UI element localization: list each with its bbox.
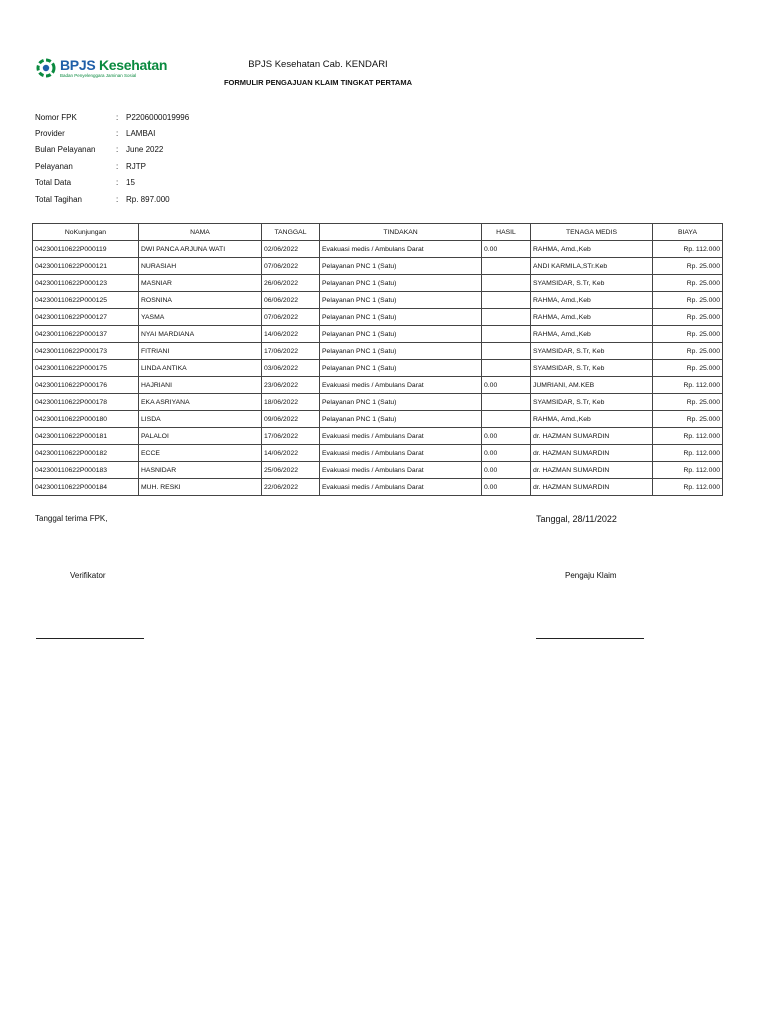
- table-row: [33, 445, 723, 462]
- table-cell: SYAMSIDAR, S.Tr, Keb: [531, 360, 653, 377]
- info-label: Nomor FPK: [35, 112, 77, 122]
- table-cell: Evakuasi medis / Ambulans Darat: [320, 462, 482, 479]
- table-cell: 042300110622P000183: [33, 462, 139, 479]
- table-cell: NYAI MARDIANA: [139, 326, 262, 343]
- table-row: [33, 462, 723, 479]
- table-cell: 042300110622P000178: [33, 394, 139, 411]
- table-cell: 042300110622P000180: [33, 411, 139, 428]
- table-cell: 03/06/2022: [262, 360, 320, 377]
- table-cell: Rp. 25.000: [653, 343, 723, 360]
- table-cell: Rp. 25.000: [653, 326, 723, 343]
- info-block: [35, 109, 189, 207]
- table-cell: RAHMA, Amd.,Keb: [531, 309, 653, 326]
- table-row: [33, 428, 723, 445]
- applicant-label: Pengaju Klaim: [565, 571, 617, 580]
- table-cell: 17/06/2022: [262, 428, 320, 445]
- table-header-row: [33, 224, 723, 241]
- table-cell: Pelayanan PNC 1 (Satu): [320, 394, 482, 411]
- table-cell: [482, 309, 531, 326]
- table-cell: 042300110622P000119: [33, 241, 139, 258]
- info-row: [35, 158, 189, 174]
- table-cell: PALALOI: [139, 428, 262, 445]
- info-value: LAMBAI: [126, 129, 156, 139]
- info-value: June 2022: [126, 145, 164, 155]
- logo-name: BPJS Kesehatan: [60, 57, 168, 73]
- column-header: NoKunjungan: [33, 224, 139, 241]
- column-header: TENAGA MEDIS: [531, 224, 653, 241]
- table-cell: 02/06/2022: [262, 241, 320, 258]
- table-row: [33, 275, 723, 292]
- table-row: [33, 292, 723, 309]
- info-label: Bulan Pelayanan: [35, 145, 96, 155]
- table-cell: SYAMSIDAR, S.Tr, Keb: [531, 343, 653, 360]
- table-row: [33, 411, 723, 428]
- column-header: TINDAKAN: [320, 224, 482, 241]
- table-cell: Rp. 112.000: [653, 377, 723, 394]
- info-row: [35, 191, 189, 207]
- table-cell: HASNIDAR: [139, 462, 262, 479]
- table-cell: dr. HAZMAN SUMARDIN: [531, 428, 653, 445]
- table-cell: [482, 292, 531, 309]
- info-value: 15: [126, 178, 135, 188]
- table-cell: LINDA ANTIKA: [139, 360, 262, 377]
- table-cell: Rp. 112.000: [653, 428, 723, 445]
- info-row: [35, 142, 189, 158]
- table-cell: RAHMA, Amd.,Keb: [531, 292, 653, 309]
- table-cell: 042300110622P000123: [33, 275, 139, 292]
- table-cell: Evakuasi medis / Ambulans Darat: [320, 241, 482, 258]
- table-cell: [482, 360, 531, 377]
- table-cell: 0.00: [482, 445, 531, 462]
- info-colon: :: [116, 194, 119, 204]
- info-colon: :: [116, 161, 119, 171]
- table-cell: YASMA: [139, 309, 262, 326]
- table-cell: Pelayanan PNC 1 (Satu): [320, 411, 482, 428]
- verifier-signature-line: [36, 638, 144, 639]
- info-colon: :: [116, 145, 119, 155]
- column-header: BIAYA: [653, 224, 723, 241]
- table-row: [33, 394, 723, 411]
- table-cell: 0.00: [482, 241, 531, 258]
- table-cell: Pelayanan PNC 1 (Satu): [320, 258, 482, 275]
- table-cell: 14/06/2022: [262, 445, 320, 462]
- info-value: P2206000019996: [126, 112, 190, 122]
- info-colon: :: [116, 178, 119, 188]
- table-cell: [482, 326, 531, 343]
- verifier-label: Verifikator: [70, 571, 106, 580]
- table-cell: Rp. 25.000: [653, 394, 723, 411]
- table-cell: 042300110622P000184: [33, 479, 139, 496]
- table-cell: [482, 275, 531, 292]
- info-value: RJTP: [126, 161, 146, 171]
- table-cell: 22/06/2022: [262, 479, 320, 496]
- table-cell: 25/06/2022: [262, 462, 320, 479]
- table-cell: Evakuasi medis / Ambulans Darat: [320, 445, 482, 462]
- table-cell: MASNIAR: [139, 275, 262, 292]
- column-header: NAMA: [139, 224, 262, 241]
- table-cell: Rp. 25.000: [653, 292, 723, 309]
- info-row: [35, 109, 189, 125]
- table-cell: 042300110622P000127: [33, 309, 139, 326]
- info-label: Total Tagihan: [35, 194, 82, 204]
- table-cell: [482, 394, 531, 411]
- table-row: [33, 258, 723, 275]
- table-row: [33, 241, 723, 258]
- table-cell: 07/06/2022: [262, 309, 320, 326]
- table-cell: Pelayanan PNC 1 (Satu): [320, 326, 482, 343]
- table-cell: Rp. 112.000: [653, 445, 723, 462]
- table-cell: HAJRIANI: [139, 377, 262, 394]
- table-row: [33, 360, 723, 377]
- table-cell: 18/06/2022: [262, 394, 320, 411]
- table-row: [33, 377, 723, 394]
- table-cell: 0.00: [482, 377, 531, 394]
- table-cell: RAHMA, Amd.,Keb: [531, 411, 653, 428]
- table-cell: RAHMA, Amd.,Keb: [531, 241, 653, 258]
- table-cell: [482, 411, 531, 428]
- table-cell: Rp. 25.000: [653, 411, 723, 428]
- sign-date-label: Tanggal, 28/11/2022: [536, 514, 617, 524]
- table-cell: ECCE: [139, 445, 262, 462]
- info-colon: :: [116, 129, 119, 139]
- table-cell: 042300110622P000121: [33, 258, 139, 275]
- table-row: [33, 309, 723, 326]
- table-cell: DWI PANCA ARJUNA WATI: [139, 241, 262, 258]
- table-cell: 042300110622P000176: [33, 377, 139, 394]
- table-row: [33, 343, 723, 360]
- table-cell: 0.00: [482, 428, 531, 445]
- office-title: BPJS Kesehatan Cab. KENDARI: [248, 59, 388, 70]
- column-header: TANGGAL: [262, 224, 320, 241]
- column-header: HASIL: [482, 224, 531, 241]
- table-cell: [482, 343, 531, 360]
- table-cell: 0.00: [482, 479, 531, 496]
- table-cell: Rp. 25.000: [653, 275, 723, 292]
- table-cell: Pelayanan PNC 1 (Satu): [320, 275, 482, 292]
- info-label: Pelayanan: [35, 161, 73, 171]
- table-cell: Rp. 25.000: [653, 309, 723, 326]
- table-cell: Pelayanan PNC 1 (Satu): [320, 309, 482, 326]
- table-cell: 042300110622P000125: [33, 292, 139, 309]
- info-row: [35, 125, 189, 141]
- table-cell: Rp. 25.000: [653, 360, 723, 377]
- table-cell: Evakuasi medis / Ambulans Darat: [320, 377, 482, 394]
- table-cell: JUMRIANI, AM.KEB: [531, 377, 653, 394]
- table-cell: dr. HAZMAN SUMARDIN: [531, 479, 653, 496]
- table-cell: Rp. 112.000: [653, 479, 723, 496]
- info-colon: :: [116, 112, 119, 122]
- table-cell: Rp. 25.000: [653, 258, 723, 275]
- claims-table: [32, 223, 723, 496]
- table-cell: FITRIANI: [139, 343, 262, 360]
- table-cell: 06/06/2022: [262, 292, 320, 309]
- table-cell: 042300110622P000137: [33, 326, 139, 343]
- table-row: [33, 326, 723, 343]
- table-cell: ROSNINA: [139, 292, 262, 309]
- table-cell: 042300110622P000181: [33, 428, 139, 445]
- table-cell: LISDA: [139, 411, 262, 428]
- table-cell: MUH. RESKI: [139, 479, 262, 496]
- table-row: [33, 479, 723, 496]
- logo-subtitle: Badan Penyelenggara Jaminan Sosial: [60, 73, 137, 78]
- table-cell: 042300110622P000175: [33, 360, 139, 377]
- info-label: Total Data: [35, 178, 72, 188]
- info-value: Rp. 897.000: [126, 194, 170, 204]
- table-cell: dr. HAZMAN SUMARDIN: [531, 462, 653, 479]
- table-cell: EKA ASRIYANA: [139, 394, 262, 411]
- info-row: [35, 175, 189, 191]
- received-date-label: Tanggal terima FPK,: [35, 514, 108, 523]
- table-cell: [482, 258, 531, 275]
- table-cell: SYAMSIDAR, S.Tr, Keb: [531, 275, 653, 292]
- table-cell: Evakuasi medis / Ambulans Darat: [320, 479, 482, 496]
- table-cell: SYAMSIDAR, S.Tr, Keb: [531, 394, 653, 411]
- table-cell: 09/06/2022: [262, 411, 320, 428]
- table-cell: Pelayanan PNC 1 (Satu): [320, 343, 482, 360]
- info-label: Provider: [35, 129, 65, 139]
- table-cell: dr. HAZMAN SUMARDIN: [531, 445, 653, 462]
- table-cell: 14/06/2022: [262, 326, 320, 343]
- table-cell: Pelayanan PNC 1 (Satu): [320, 360, 482, 377]
- table-cell: 042300110622P000182: [33, 445, 139, 462]
- form-title: FORMULIR PENGAJUAN KLAIM TINGKAT PERTAMA: [223, 78, 413, 87]
- table-cell: 0.00: [482, 462, 531, 479]
- table-cell: Pelayanan PNC 1 (Satu): [320, 292, 482, 309]
- table-cell: Rp. 112.000: [653, 462, 723, 479]
- table-cell: Rp. 112.000: [653, 241, 723, 258]
- table-cell: 17/06/2022: [262, 343, 320, 360]
- table-cell: ANDI KARMILA,STr.Keb: [531, 258, 653, 275]
- table-cell: 07/06/2022: [262, 258, 320, 275]
- table-cell: RAHMA, Amd.,Keb: [531, 326, 653, 343]
- applicant-signature-line: [536, 638, 644, 639]
- table-cell: 26/06/2022: [262, 275, 320, 292]
- table-cell: Evakuasi medis / Ambulans Darat: [320, 428, 482, 445]
- table-cell: 042300110622P000173: [33, 343, 139, 360]
- table-cell: 23/06/2022: [262, 377, 320, 394]
- table-cell: NURASIAH: [139, 258, 262, 275]
